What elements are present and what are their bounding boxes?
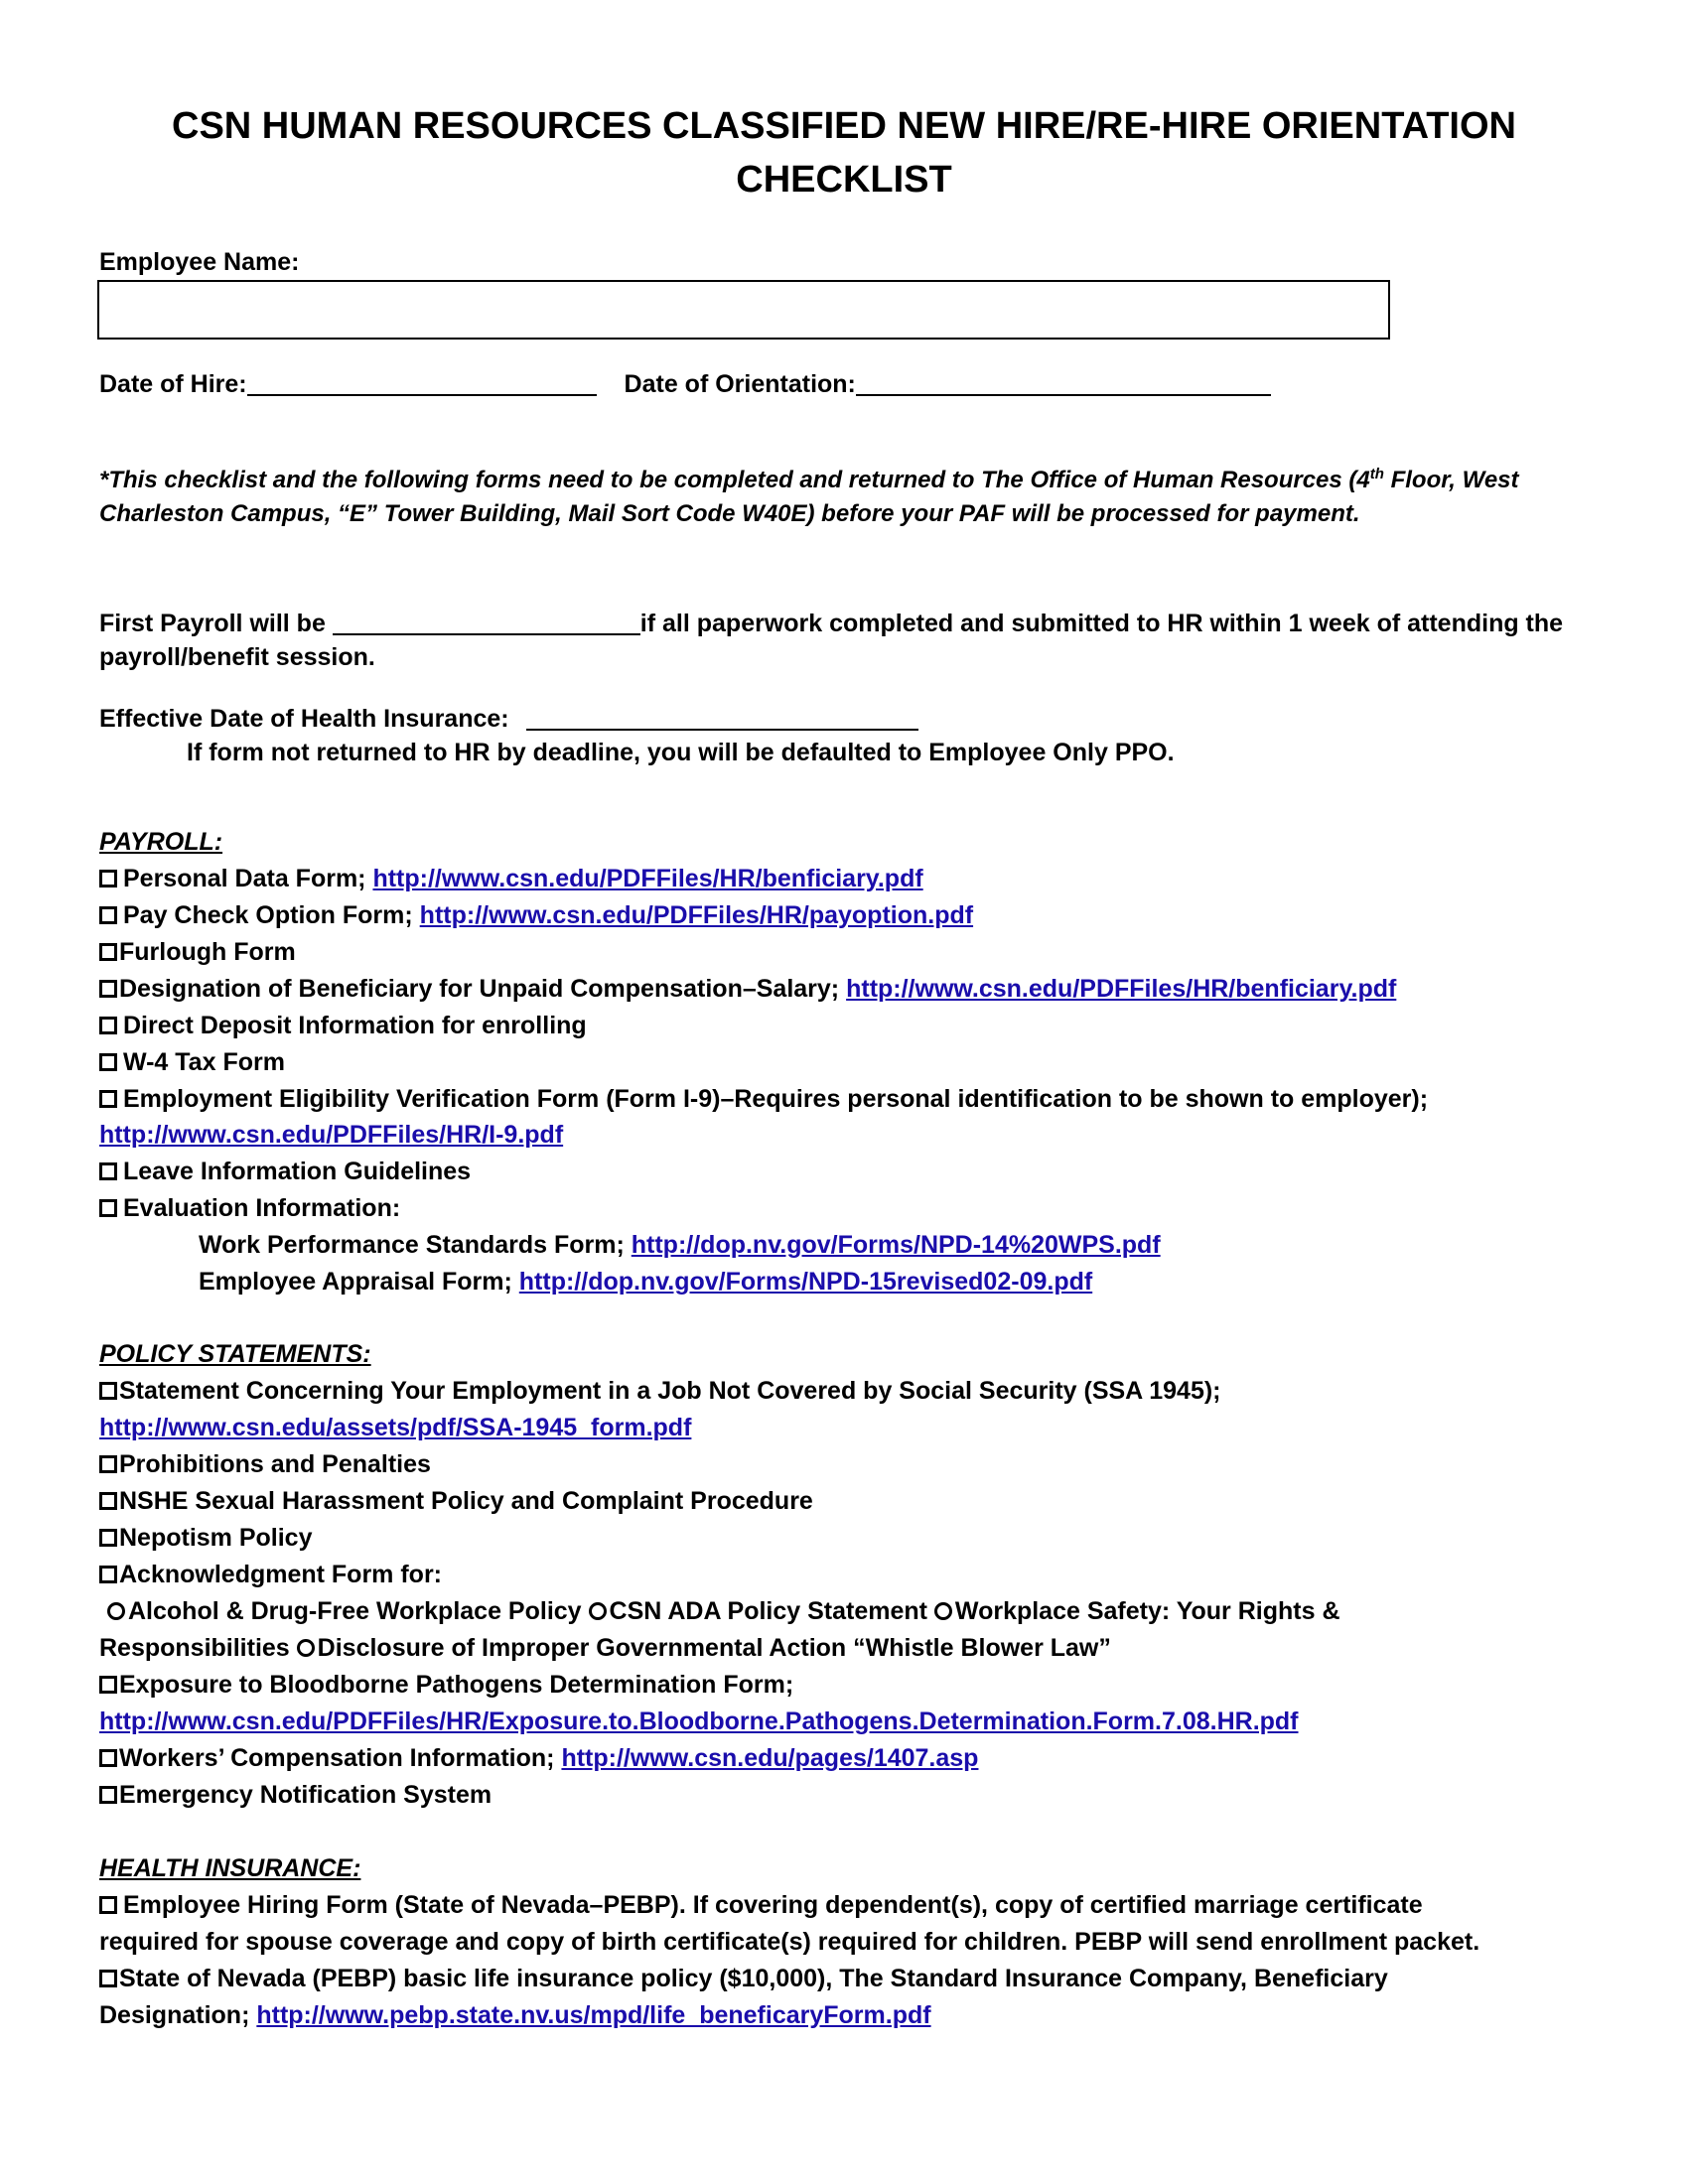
date-of-orientation-field[interactable]: [856, 370, 1271, 396]
personal-data-item: Personal Data Form; http://www.csn.edu/PDFFiles/HR/benficiary.pdf: [99, 861, 923, 896]
payroll-heading: PAYROLL:: [99, 828, 223, 856]
life-insurance-item: State of Nevada (PEBP) basic life insurance policy ($10,000), The Standard Insurance Company, Beneficiary: [99, 1961, 1388, 1996]
first-payroll-line: [99, 606, 1563, 641]
alcohol-radio[interactable]: [107, 1602, 125, 1620]
emergency-checkbox[interactable]: [99, 1786, 117, 1804]
date-of-hire-field[interactable]: [247, 370, 597, 396]
wps-link[interactable]: http://dop.nv.gov/Forms/NPD-14%20WPS.pdf: [631, 1231, 1161, 1259]
emergency-item: Emergency Notification System: [99, 1777, 492, 1813]
prohibitions-item: Prohibitions and Penalties: [99, 1446, 431, 1482]
leave-checkbox[interactable]: [99, 1162, 117, 1180]
pay-check-link[interactable]: http://www.csn.edu/PDFFiles/HR/payoption.pdf: [419, 901, 974, 929]
page-title: [0, 99, 1688, 206]
direct-deposit-item: Direct Deposit Information for enrolling: [99, 1008, 587, 1043]
submission-note: [99, 458, 1589, 531]
direct-deposit-checkbox[interactable]: [99, 1017, 117, 1034]
note-text-1: *This checklist and the following forms need to be completed and returned to The Office of Human Resources (4: [99, 467, 1370, 493]
bloodborne-link-line: [99, 1704, 1299, 1739]
date-of-orientation-label: Date of Orientation:: [624, 370, 856, 398]
i9-link-line: [99, 1117, 563, 1153]
workers-comp-link[interactable]: http://www.csn.edu/pages/1407.asp: [561, 1744, 979, 1772]
life-insurance-line-2: Designation; http://www.pebp.state.nv.us/mpd/life_beneficaryForm.pdf: [99, 2001, 931, 2029]
personal-data-link[interactable]: http://www.csn.edu/PDFFiles/HR/benficiary.pdf: [372, 865, 923, 892]
nepotism-item: Nepotism Policy: [99, 1520, 313, 1556]
evaluation-item: Evaluation Information:: [99, 1190, 400, 1226]
ssa-link[interactable]: http://www.csn.edu/assets/pdf/SSA-1945_form.pdf: [99, 1414, 692, 1441]
i9-link[interactable]: http://www.csn.edu/PDFFiles/HR/I-9.pdf: [99, 1121, 564, 1149]
ada-radio[interactable]: [589, 1602, 607, 1620]
furlough-item: Furlough Form: [99, 934, 296, 970]
bloodborne-item: Exposure to Bloodborne Pathogens Determination Form;: [99, 1667, 793, 1703]
life-insurance-link[interactable]: http://www.pebp.state.nv.us/mpd/life_beneficaryForm.pdf: [256, 2001, 931, 2029]
personal-data-checkbox[interactable]: [99, 870, 117, 887]
acknowledgment-options-2: Responsibilities Disclosure of Improper Governmental Action “Whistle Blower Law”: [99, 1634, 1111, 1662]
ssa-checkbox[interactable]: [99, 1382, 117, 1400]
hiring-form-line-2: required for spouse coverage and copy of birth certificate(s) required for children. PEBP will send enrollment packet.: [99, 1928, 1480, 1956]
default-ppo-note: If form not returned to HR by deadline, you will be defaulted to Employee Only PPO.: [187, 739, 1175, 766]
workers-comp-checkbox[interactable]: [99, 1749, 117, 1767]
health-date-line: [99, 701, 918, 737]
bloodborne-checkbox[interactable]: [99, 1676, 117, 1694]
wps-item: Work Performance Standards Form; http://dop.nv.gov/Forms/NPD-14%20WPS.pdf: [199, 1231, 1161, 1259]
harassment-checkbox[interactable]: [99, 1492, 117, 1510]
health-date-field[interactable]: [526, 705, 918, 731]
ssa-item: Statement Concerning Your Employment in a Job Not Covered by Social Security (SSA 1945);: [99, 1373, 1221, 1409]
first-payroll-field[interactable]: [333, 610, 640, 635]
i9-checkbox[interactable]: [99, 1090, 117, 1108]
pay-check-item: Pay Check Option Form; http://www.csn.edu/PDFFiles/HR/payoption.pdf: [99, 897, 973, 933]
life-insurance-checkbox[interactable]: [99, 1970, 117, 1987]
health-heading: HEALTH INSURANCE:: [99, 1854, 361, 1882]
appraisal-link[interactable]: http://dop.nv.gov/Forms/NPD-15revised02-09.pdf: [518, 1268, 1093, 1296]
hiring-form-checkbox[interactable]: [99, 1896, 117, 1914]
beneficiary-checkbox[interactable]: [99, 980, 117, 998]
dates-row: [99, 366, 1271, 402]
i9-item: Employment Eligibility Verification Form (Form I-9)–Requires personal identification to be shown to employer);: [99, 1081, 1428, 1117]
prohibitions-checkbox[interactable]: [99, 1455, 117, 1473]
note-superscript: th: [1369, 466, 1384, 482]
bloodborne-link[interactable]: http://www.csn.edu/PDFFiles/HR/Exposure.to.Bloodborne.Pathogens.Determination.Form.7.08.HR.pdf: [99, 1707, 1299, 1735]
beneficiary-link[interactable]: http://www.csn.edu/PDFFiles/HR/benficiary.pdf: [846, 975, 1397, 1003]
title-line-2: CHECKLIST: [736, 159, 952, 201]
beneficiary-item: Designation of Beneficiary for Unpaid Compensation–Salary; http://www.csn.edu/PDFFiles/HR/benficiary.pdf: [99, 971, 1396, 1007]
first-payroll-condition: if all paperwork completed and submitted to HR within 1 week of attending the: [639, 610, 1564, 637]
w4-checkbox[interactable]: [99, 1053, 117, 1071]
w4-item: W-4 Tax Form: [99, 1044, 285, 1080]
employee-name-field[interactable]: [97, 280, 1390, 340]
first-payroll-label: First Payroll will be: [99, 610, 333, 637]
first-payroll-line-2: payroll/benefit session.: [99, 643, 375, 671]
acknowledgment-item: Acknowledgment Form for:: [99, 1557, 442, 1592]
acknowledgment-options: Alcohol & Drug-Free Workplace Policy CSN ADA Policy Statement Workplace Safety: Your Rights &: [107, 1593, 1340, 1629]
ssa-link-line: [99, 1410, 691, 1445]
appraisal-item: Employee Appraisal Form; http://dop.nv.gov/Forms/NPD-15revised02-09.pdf: [199, 1268, 1093, 1296]
nepotism-checkbox[interactable]: [99, 1529, 117, 1547]
evaluation-checkbox[interactable]: [99, 1199, 117, 1217]
note-text-2: Floor, West Charleston Campus, “E” Tower Building, Mail Sort Code W40E) before your PAF will be processed for payment.: [99, 467, 1519, 527]
whistle-radio[interactable]: [297, 1639, 315, 1657]
pay-check-checkbox[interactable]: [99, 906, 117, 924]
workers-comp-item: Workers’ Compensation Information; http://www.csn.edu/pages/1407.asp: [99, 1740, 978, 1776]
acknowledgment-checkbox[interactable]: [99, 1566, 117, 1583]
safety-radio[interactable]: [934, 1602, 952, 1620]
hiring-form-item: Employee Hiring Form (State of Nevada–PEBP). If covering dependent(s), copy of certified marriage certificate: [99, 1887, 1423, 1923]
leave-item: Leave Information Guidelines: [99, 1154, 471, 1189]
title-line-1: CSN HUMAN RESOURCES CLASSIFIED NEW HIRE/RE-HIRE ORIENTATION: [172, 105, 1516, 147]
harassment-item: NSHE Sexual Harassment Policy and Complaint Procedure: [99, 1483, 813, 1519]
furlough-checkbox[interactable]: [99, 943, 117, 961]
date-of-hire-label: Date of Hire:: [99, 370, 247, 398]
policy-heading: POLICY STATEMENTS:: [99, 1340, 371, 1368]
health-date-label: Effective Date of Health Insurance:: [99, 705, 509, 733]
employee-name-label: Employee Name:: [99, 248, 300, 276]
